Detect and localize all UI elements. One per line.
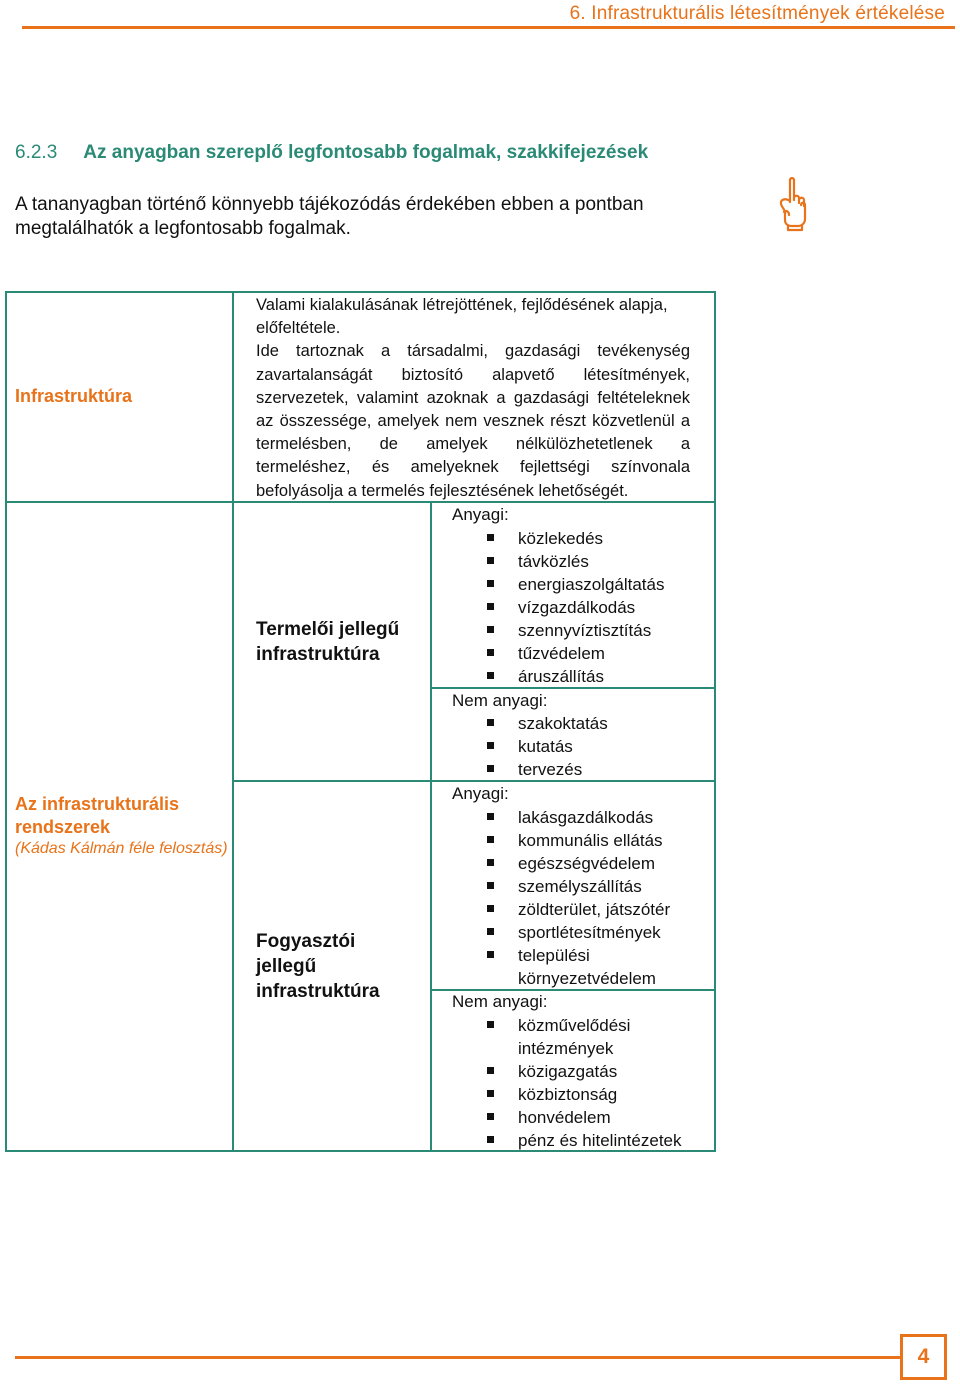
list-item: közművelődési bbox=[486, 1014, 682, 1037]
bullet-icon bbox=[487, 672, 494, 679]
definition-text bbox=[256, 294, 690, 503]
bullet-icon bbox=[487, 813, 494, 820]
section-heading bbox=[15, 142, 648, 164]
bullet-icon bbox=[487, 1090, 494, 1097]
bullet-icon bbox=[487, 928, 494, 935]
list-item: sportlétesítmények bbox=[486, 921, 670, 944]
bullet-icon bbox=[487, 1067, 494, 1074]
bullet-icon bbox=[487, 1113, 494, 1120]
definition-line: előfeltétele. bbox=[256, 319, 341, 338]
list-item: szakoktatás bbox=[486, 712, 608, 735]
list-item: áruszállítás bbox=[486, 665, 664, 688]
group-label-nonmaterial: Nem anyagi: bbox=[452, 691, 548, 710]
footer-rule bbox=[15, 1356, 903, 1359]
header-rule bbox=[22, 26, 955, 29]
definition-line: Valami kialakulásának létrejöttének, fejlődésének alapja, bbox=[256, 296, 668, 314]
term-infrastrukturalis-rendszerek bbox=[15, 793, 179, 839]
group-label-nonmaterial: Nem anyagi: bbox=[452, 992, 548, 1011]
list-item: kutatás bbox=[486, 735, 608, 758]
intro-line: A tananyagban történő könnyebb tájékozódás érdekében ebben a pontban bbox=[15, 194, 644, 215]
category-line: jellegű bbox=[256, 956, 317, 977]
bullet-icon bbox=[487, 649, 494, 656]
list-production-material bbox=[486, 527, 664, 688]
list-item: távközlés bbox=[486, 550, 664, 573]
bullet-icon bbox=[487, 765, 494, 772]
bullet-icon bbox=[487, 882, 494, 889]
bullet-icon bbox=[487, 719, 494, 726]
list-item: zöldterület, játszótér bbox=[486, 898, 670, 921]
list-item: személyszállítás bbox=[486, 875, 670, 898]
intro-line: megtalálhatók a legfontosabb fogalmak. bbox=[15, 218, 351, 239]
category-line: Termelői jellegű bbox=[256, 619, 400, 640]
list-item: kommunális ellátás bbox=[486, 829, 670, 852]
list-item: honvédelem bbox=[486, 1106, 682, 1129]
bullet-icon bbox=[487, 742, 494, 749]
bullet-icon bbox=[487, 1021, 494, 1028]
category-production bbox=[256, 617, 399, 667]
list-consumer-material bbox=[486, 806, 670, 990]
category-consumer bbox=[256, 929, 380, 1004]
list-item: egészségvédelem bbox=[486, 852, 670, 875]
category-line: infrastruktúra bbox=[256, 644, 380, 665]
list-item: lakásgazdálkodás bbox=[486, 806, 670, 829]
list-item-continuation: intézmények bbox=[518, 1039, 614, 1058]
list-item: vízgazdálkodás bbox=[486, 596, 664, 619]
term-line: Az infrastrukturális bbox=[15, 794, 180, 814]
section-number: 6.2.3 bbox=[15, 142, 58, 163]
list-item: közlekedés bbox=[486, 527, 664, 550]
bullet-icon bbox=[487, 580, 494, 587]
section-title: Az anyagban szereplő legfontosabb fogalmak, szakkifejezések bbox=[83, 142, 649, 163]
category-line: Fogyasztói bbox=[256, 931, 356, 952]
bullet-icon bbox=[487, 1136, 494, 1143]
page-number: 4 bbox=[900, 1334, 947, 1380]
list-consumer-nonmaterial bbox=[486, 1014, 682, 1152]
list-item-continuation: környezetvédelem bbox=[518, 969, 656, 988]
category-line: infrastruktúra bbox=[256, 981, 380, 1002]
definition-body: Ide tartoznak a társadalmi, gazdasági tevékenység zavartalanságát biztosító alapvető létesítmények, szervezetek, valamint azoknak a gazdasági feltételeknek az összessége, amelyek nem vesznek részt közvetlenül a termelésben, de amelyek nélkülözhetetlenek a termeléshez, és amelyeknek fejlettségi színvonala befolyásolja a termelés fejlesztésének lehetőségét. bbox=[256, 342, 690, 500]
bullet-icon bbox=[487, 836, 494, 843]
bullet-icon bbox=[487, 626, 494, 633]
list-item: energiaszolgáltatás bbox=[486, 573, 664, 596]
intro-paragraph bbox=[15, 193, 655, 241]
list-item: települési bbox=[486, 944, 670, 967]
group-label-material: Anyagi: bbox=[452, 784, 509, 803]
bullet-icon bbox=[487, 603, 494, 610]
list-production-nonmaterial bbox=[486, 712, 608, 781]
list-item: szennyvíztisztítás bbox=[486, 619, 664, 642]
term-line: rendszerek bbox=[15, 817, 111, 837]
bullet-icon bbox=[487, 951, 494, 958]
running-header: 6. Infrastrukturális létesítmények értékelése bbox=[569, 3, 945, 24]
bullet-icon bbox=[487, 557, 494, 564]
group-label-material: Anyagi: bbox=[452, 505, 509, 524]
term-note: (Kádas Kálmán féle felosztás) bbox=[15, 840, 228, 857]
pointing-hand-icon bbox=[774, 176, 810, 232]
list-item: közigazgatás bbox=[486, 1060, 682, 1083]
bullet-icon bbox=[487, 859, 494, 866]
bullet-icon bbox=[487, 905, 494, 912]
bullet-icon bbox=[487, 534, 494, 541]
list-item: tűzvédelem bbox=[486, 642, 664, 665]
list-item: pénz és hitelintézetek bbox=[486, 1129, 682, 1152]
list-item: közbiztonság bbox=[486, 1083, 682, 1106]
list-item: tervezés bbox=[486, 758, 608, 781]
term-infrastruktura: Infrastruktúra bbox=[15, 386, 133, 406]
